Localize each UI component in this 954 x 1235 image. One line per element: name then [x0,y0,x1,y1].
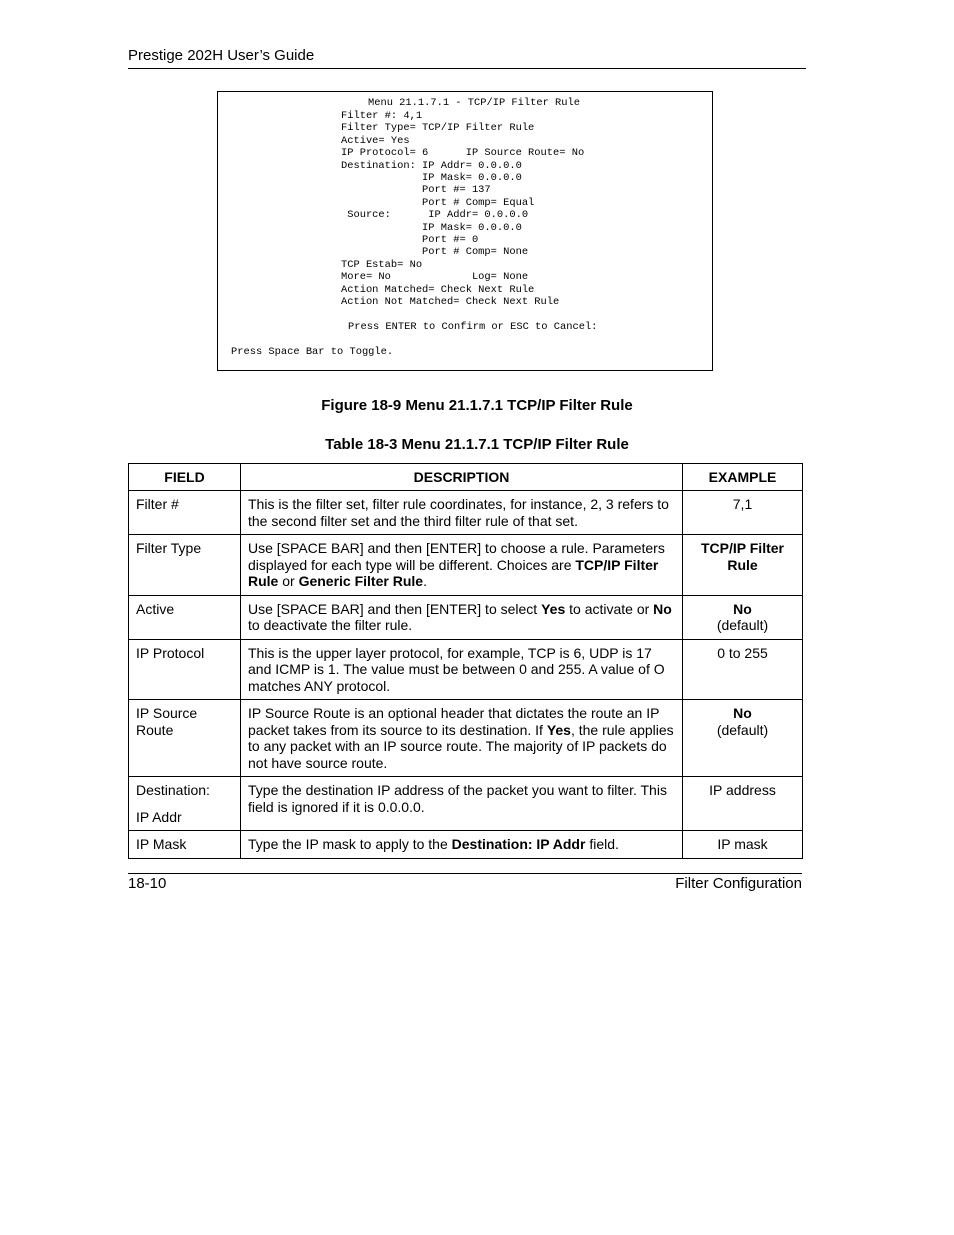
example-bold: No [733,600,752,617]
table-header-row [129,464,803,491]
field-cell: IP Mask [129,831,241,859]
description-text: or [278,573,299,589]
description-bold: TCP/IP Filter Rule [248,556,659,589]
table-row [129,595,803,639]
description-cell [241,831,683,859]
table-row [129,639,803,700]
description-text: , the rule applies to any packet with an IP source route. The majority of IP packets do not have source route. [248,721,674,771]
header-example: EXAMPLE [683,464,803,491]
description-cell [241,535,683,596]
example-bold: No [733,705,752,721]
table-row [129,700,803,777]
field-cell: IP Protocol [129,639,241,700]
description-text: . [423,573,427,589]
field-cell: IP Source Route [129,700,241,777]
description-cell: This is the filter set, filter rule coordinates, for instance, 2, 3 refers to the second filter set and the third filter rule of that set. [241,491,683,535]
table-row [129,831,803,859]
example-cell: IP address [683,777,803,831]
table-caption: Table 18-3 Menu 21.1.7.1 TCP/IP Filter Rule [325,436,629,453]
field-sublabel: IP Addr [136,808,182,825]
description-text: Type the IP mask to apply to the [248,836,452,852]
example-cell: IP mask [683,831,803,859]
header-divider [128,68,806,69]
field-label: Destination: [136,782,210,798]
description-cell: This is the upper layer protocol, for example, TCP is 6, UDP is 17 and ICMP is 1. The value must be between 0 and 255. A value of O matches ANY protocol. [241,639,683,700]
table-row [129,535,803,596]
example-cell [683,535,803,596]
header-description: DESCRIPTION [241,464,683,491]
example-cell [683,595,803,639]
description-cell [241,595,683,639]
description-bold: Generic Filter Rule [298,573,424,589]
example-cell: 7,1 [683,491,803,535]
description-text: IP Source Route is an optional header that dictates the route an IP packet takes from its source to its destination. If [248,705,660,738]
description-text: to activate or [565,600,654,617]
field-cell: Active [129,595,241,639]
figure-caption: Figure 18-9 Menu 21.1.7.1 TCP/IP Filter Rule [321,397,633,414]
description-bold: No [653,600,672,617]
field-cell: Filter # [129,491,241,535]
console-screen-figure [217,91,713,371]
running-header-title: Prestige 202H User’s Guide [128,47,315,64]
field-cell: Filter Type [129,535,241,596]
description-cell [241,700,683,777]
table-row [129,777,803,831]
example-cell: 0 to 255 [683,639,803,700]
table-row [129,491,803,535]
filter-rule-fields-table [128,463,803,859]
description-text: Use [SPACE BAR] and then [ENTER] to select [248,600,542,617]
description-bold: Destination: IP Addr [451,836,586,852]
description-text: field. [585,836,619,852]
header-field: FIELD [129,464,241,491]
description-cell: Type the destination IP address of the packet you want to filter. This field is ignored if it is 0.0.0.0. [241,777,683,831]
example-note: (default) [716,617,769,633]
example-note: (default) [716,721,769,738]
console-confirm-prompt: Press ENTER to Confirm or ESC to Cancel: [348,321,598,333]
description-bold: Yes [541,600,566,617]
console-menu-title: Menu 21.1.7.1 - TCP/IP Filter Rule [368,97,581,109]
example-cell [683,700,803,777]
console-toggle-hint: Press Space Bar to Toggle. [231,346,394,358]
description-text: Use [SPACE BAR] and then [ENTER] to choose a rule. Parameters displayed for each type will be different. Choices are [248,540,665,573]
footer-divider [128,873,802,874]
example-bold: TCP/IP Filter Rule [701,540,784,573]
page-number: 18-10 [128,875,167,892]
description-bold: Yes [546,721,571,738]
description-text: to deactivate the filter rule. [248,617,413,633]
footer-section-title: Filter Configuration [675,875,802,892]
console-menu-fields: Filter #: 4,1 Filter Type= TCP/IP Filter Rule Active= Yes IP Protocol= 6 IP Source Route= No Destination: IP Addr= 0.0.0.0 IP Mask= 0.0.0.0 Port #= 137 Port # Comp= Equal Source: IP Addr= 0.0.0.0 IP Mask= 0.0.0.0 Port #= 0 Port # Comp= None TCP Estab= No More= No Log= None Action Matched= Check Next Rule Action Not Matched= Check Next Rule [341,110,585,309]
field-cell [129,777,241,831]
